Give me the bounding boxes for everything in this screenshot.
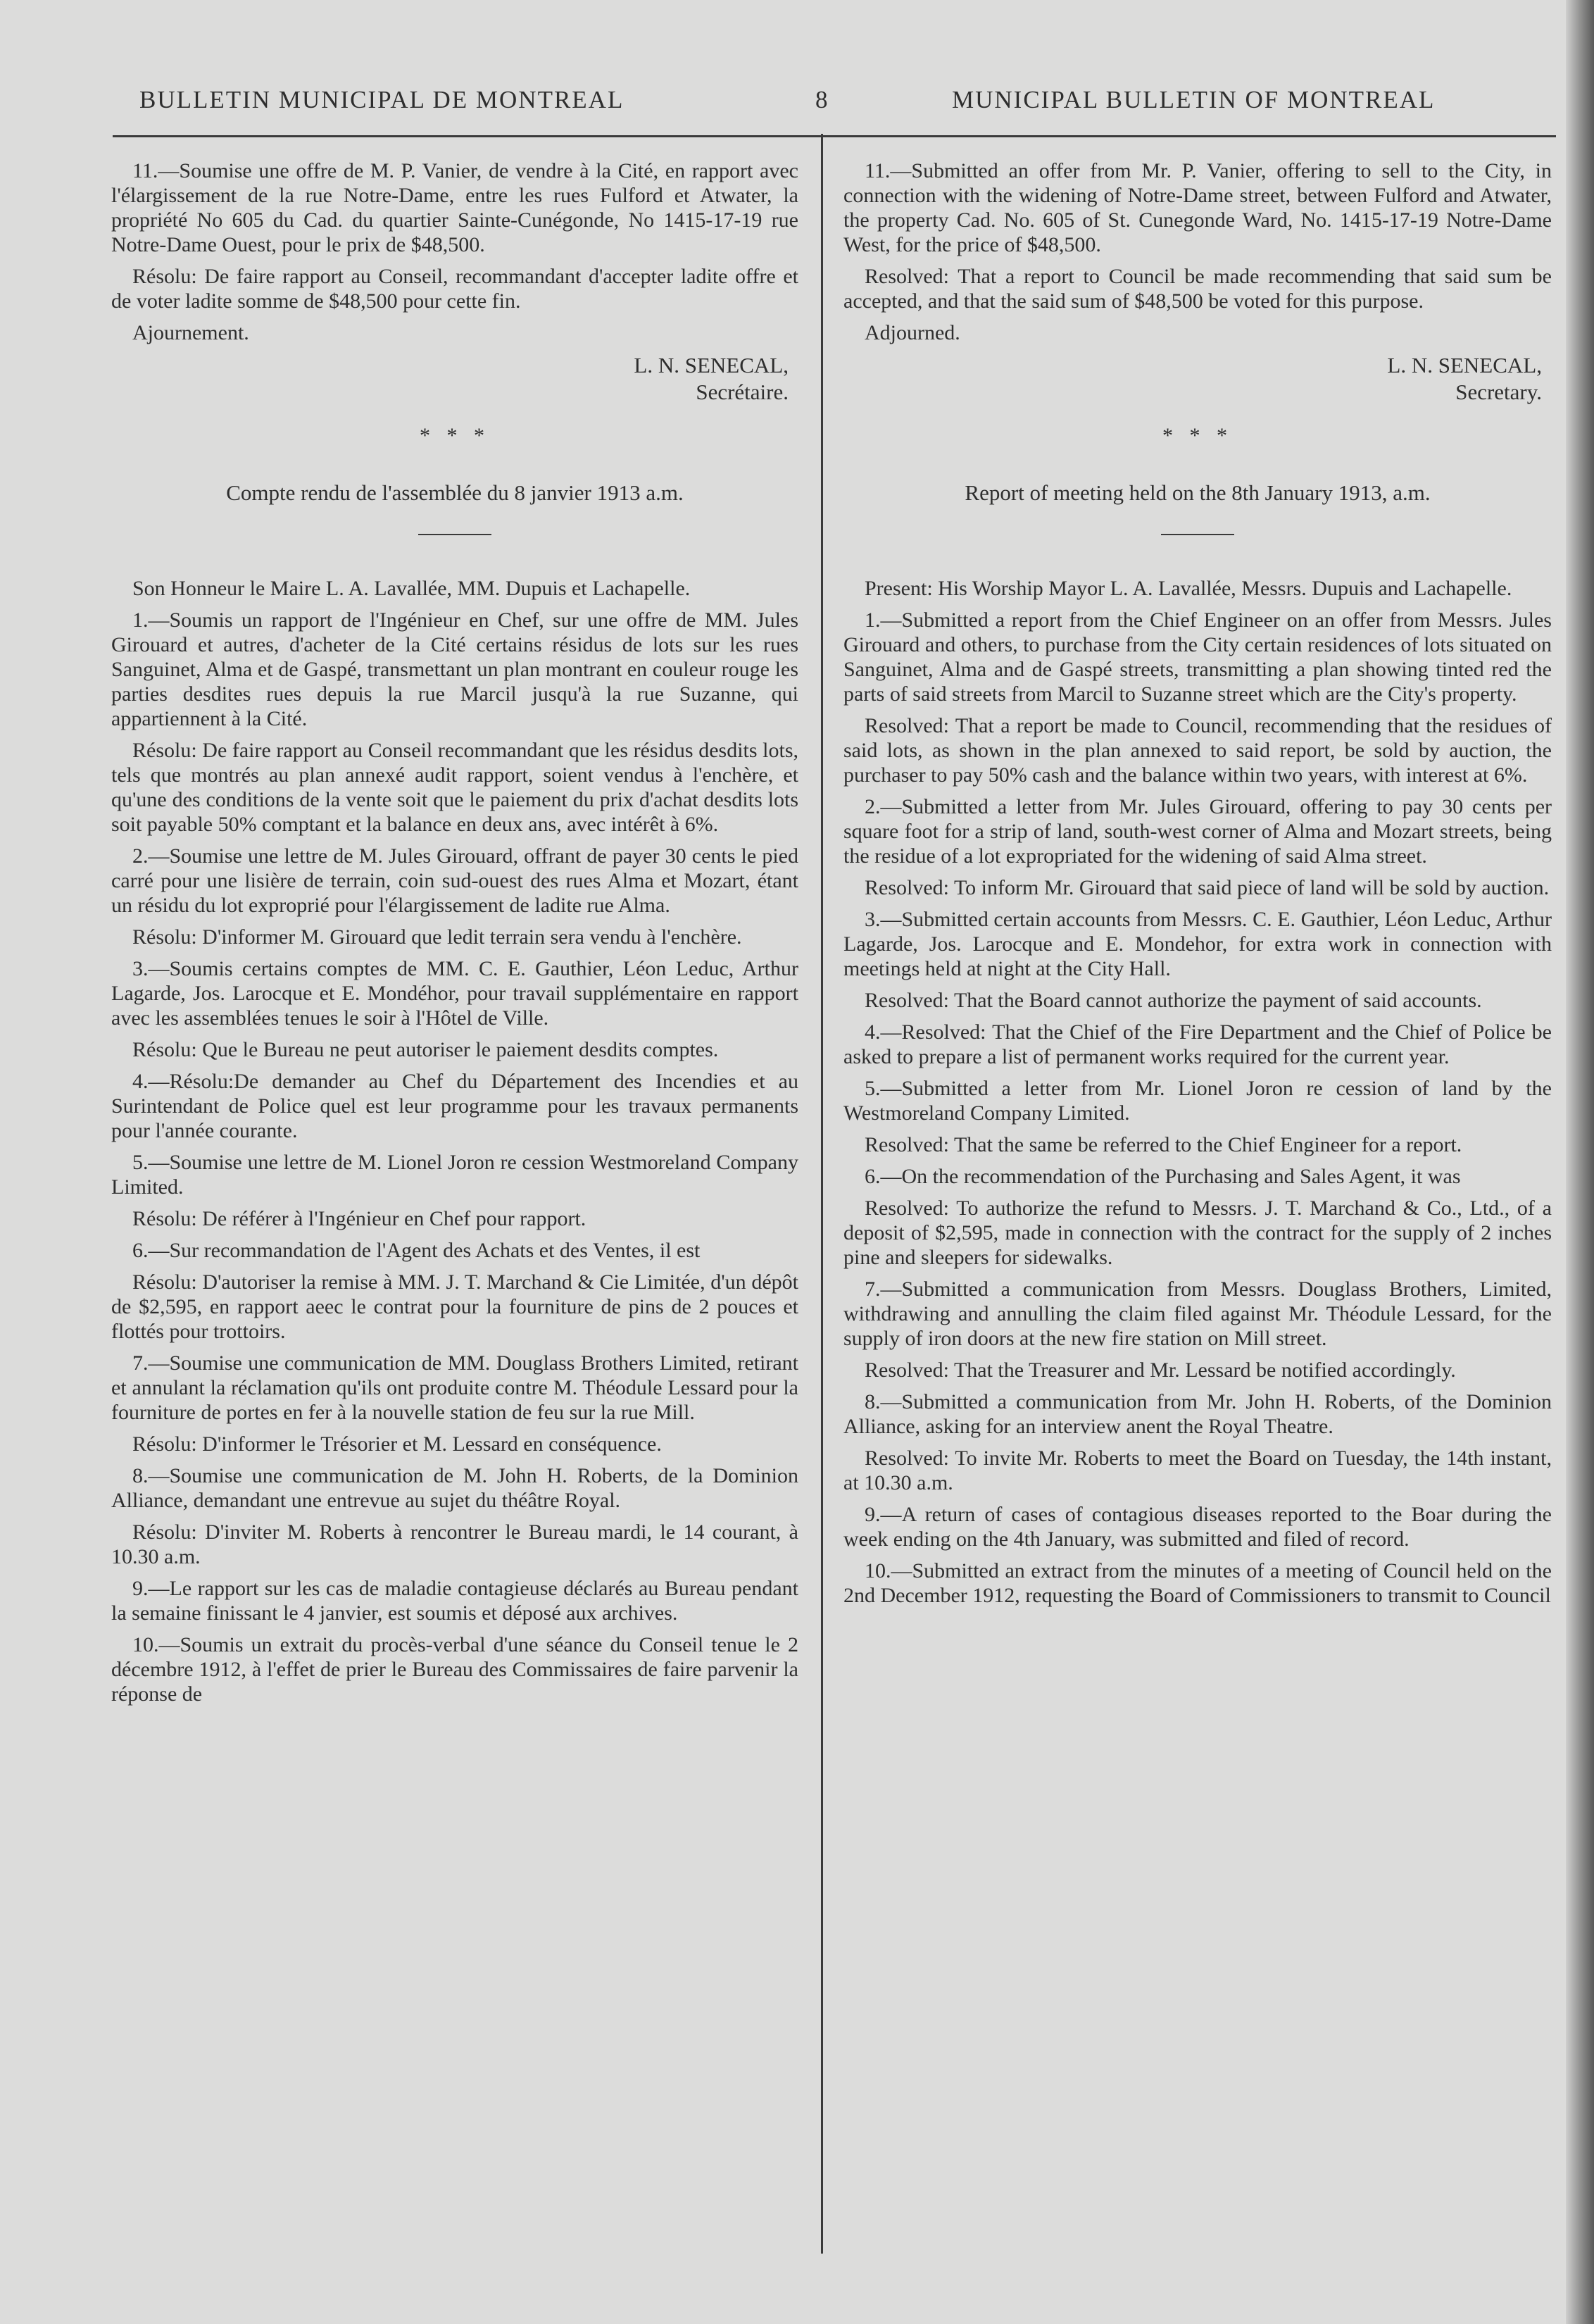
page-number: 8 <box>815 86 829 113</box>
en-item-5: 5.—Submitted a letter from Mr. Lionel Joron re cession of land by the Westmoreland Company Limited. <box>843 1077 1552 1125</box>
en-item-9: 9.—A return of cases of contagious diseases reported to the Boar during the week ending on the 4th January, was submitted and filed of record. <box>843 1503 1552 1551</box>
fr-item-6: 6.—Sur recommandation de l'Agent des Achats et des Ventes, il est <box>132 1239 701 1262</box>
fr-meeting-title: Compte rendu de l'assemblée du 8 janvier 1913 a.m. <box>226 480 684 505</box>
en-item-5-resolution: Resolved: That the same be referred to the Chief Engineer for a report. <box>865 1133 1462 1156</box>
en-item-6-resolution: Resolved: To authorize the refund to Messrs. J. T. Marchand & Co., Ltd., of a deposit of $2,595, made in connection with the contract for the supply of 2 inches pine and sleepers for sidewalks. <box>843 1197 1552 1269</box>
fr-item-5-resolution: Résolu: De référer à l'Ingénieur en Chef pour rapport. <box>132 1207 586 1230</box>
fr-item-9: 9.—Le rapport sur les cas de maladie contagieuse déclarés au Bureau pendant la semaine finissant le 4 janvier, est soumis et déposé aux archives. <box>111 1577 798 1625</box>
en-title-rule <box>1161 534 1234 535</box>
fr-item-2: 2.—Soumise une lettre de M. Jules Girouard, offrant de payer 30 cents le pied carré pour une lisière de terrain, coin sud-ouest des rues Alma et Mozart, étant un résidu du lot exproprié pour l'élargissement de ladite rue Alma. <box>111 844 798 917</box>
fr-item-3: 3.—Soumis certains comptes de MM. C. E. Gauthier, Léon Leduc, Arthur Lagarde, Jos. Larocque et E. Mondéhor, pour travail supplémentaire en rapport avec les assemblées tenues le soir à l'Hôtel de Ville. <box>111 957 798 1030</box>
header-english-title: MUNICIPAL BULLETIN OF MONTREAL <box>952 86 1436 113</box>
fr-item-4: 4.—Résolu:De demander au Chef du Département des Incendies et au Surintendant de Police quel est leur programme pour les travaux permanents pour l'année courante. <box>111 1070 798 1142</box>
en-item-3: 3.—Submitted certain accounts from Messrs. C. E. Gauthier, Léon Leduc, Arthur Lagarde, Jos. Larocque and E. Mondehor, for extra work in connection with meetings held at night at the City Hall. <box>843 908 1552 980</box>
en-item-8: 8.—Submitted a communication from Mr. John H. Roberts, of the Dominion Alliance, asking for an interview anent the Royal Theatre. <box>843 1390 1552 1438</box>
en-item-7-resolution: Resolved: That the Treasurer and Mr. Lessard be notified accordingly. <box>865 1358 1456 1382</box>
en-adjournment: Adjourned. <box>865 321 960 344</box>
fr-item-8: 8.—Soumise une communication de M. John H. Roberts, de la Dominion Alliance, demandant une entrevue au sujet du théâtre Royal. <box>111 1464 798 1512</box>
fr-section-separator: * * * <box>420 424 490 447</box>
en-item-6: 6.—On the recommendation of the Purchasing and Sales Agent, it was <box>865 1165 1461 1188</box>
en-item-10: 10.—Submitted an extract from the minutes of a meeting of Council held on the 2nd December 1912, requesting the Board of Commissioners to transmit to Council <box>843 1559 1552 1607</box>
fr-item-1-resolution: Résolu: De faire rapport au Conseil recommandant que les résidus desdits lots, tels que montrés au plan annexé audit rapport, soient vendus à l'enchère, et qu'une des conditions de la vente soit que le paiement du prix d'achat desdits lots soit payable 50% comptant et la balance en deux ans, avec intérêt à 6%. <box>111 739 798 836</box>
fr-title-rule <box>418 534 491 535</box>
fr-item-7: 7.—Soumise une communication de MM. Douglass Brothers Limited, retirant et annulant la réclamation qu'ils ont produite contre M. Théodule Lessard pour la fourniture de portes en fer à la nouvelle station de feu sur la rue Mill. <box>111 1351 798 1424</box>
french-column <box>111 158 798 1713</box>
fr-item-1: 1.—Soumis un rapport de l'Ingénieur en Chef, sur une offre de MM. Jules Girouard et autres, d'acheter de la Cité certains résidus de lots sur les rues Sanguinet, Alma et de Gaspé, transmettant un plan montrant en couleur rouge les parties desdites rues depuis la rue Marcil jusqu'à la rue Suzanne, qui appartiennent à la Cité. <box>111 608 798 730</box>
en-signature-name: L. N. SENECAL, <box>1387 353 1542 377</box>
english-column <box>843 158 1552 1615</box>
en-meeting-title: Report of meeting held on the 8th January 1913, a.m. <box>965 480 1431 505</box>
page-header <box>0 79 1566 121</box>
header-french-title: BULLETIN MUNICIPAL DE MONTREAL <box>139 86 625 113</box>
fr-present: Son Honneur le Maire L. A. Lavallée, MM. Dupuis et Lachapelle. <box>132 577 691 600</box>
en-present: Present: His Worship Mayor L. A. Lavallée, Messrs. Dupuis and Lachapelle. <box>865 577 1512 600</box>
fr-item-11: 11.—Soumise une offre de M. P. Vanier, de vendre à la Cité, en rapport avec l'élargissement de la rue Notre-Dame, entre les rues Fulford et Atwater, la propriété No 605 du Cad. du quartier Sainte-Cunégonde, No 1415-17-19 rue Notre-Dame Ouest, pour le prix de $48,500. <box>111 159 798 256</box>
fr-item-11-resolution: Résolu: De faire rapport au Conseil, recommandant d'accepter ladite offre et de voter ladite somme de $48,500 pour cette fin. <box>111 265 798 313</box>
fr-item-7-resolution: Résolu: D'informer le Trésorier et M. Lessard en conséquence. <box>132 1432 662 1456</box>
en-item-11: 11.—Submitted an offer from Mr. P. Vanier, offering to sell to the City, in connection with the widening of Notre-Dame street, between Fulford and Atwater, the property Cad. No. 605 of St. Cunegonde Ward, No. 1415-17-19 Notre-Dame West, for the price of $48,500. <box>843 159 1552 256</box>
fr-signature-title: Secrétaire. <box>696 380 789 404</box>
fr-signature-name: L. N. SENECAL, <box>634 353 789 377</box>
en-item-1: 1.—Submitted a report from the Chief Engineer on an offer from Messrs. Jules Girouard and others, to purchase from the City certain residences of lots situated on Sanguinet, Alma and de Gaspé streets, transmitting a plan showing tinted red the parts of said streets from Marcil to Suzanne street which are the City's property. <box>843 608 1552 706</box>
page-edge-shadow <box>1566 0 1594 2324</box>
fr-item-6-resolution: Résolu: D'autoriser la remise à MM. J. T. Marchand & Cie Limitée, d'un dépôt de $2,595, en rapport aeec le contrat pour la fourniture de pins de 2 pouces et flottés pour trottoirs. <box>111 1270 798 1343</box>
fr-item-10: 10.—Soumis un extrait du procès-verbal d'une séance du Conseil tenue le 2 décembre 1912, à l'effet de prier le Bureau des Commissaires de faire parvenir la réponse de <box>111 1633 798 1706</box>
fr-item-2-resolution: Résolu: D'informer M. Girouard que ledit terrain sera vendu à l'enchère. <box>132 925 742 949</box>
en-section-separator: * * * <box>1162 424 1233 447</box>
en-item-4: 4.—Resolved: That the Chief of the Fire Department and the Chief of Police be asked to prepare a list of permanent works required for the current year. <box>843 1020 1552 1068</box>
en-item-2: 2.—Submitted a letter from Mr. Jules Girouard, offering to pay 30 cents per square foot for a strip of land, south-west corner of Alma and Mozart streets, being the residue of a lot expropriated for the widening of said Alma street. <box>843 795 1552 868</box>
en-item-2-resolution: Resolved: To inform Mr. Girouard that said piece of land will be sold by auction. <box>865 876 1550 899</box>
en-item-1-resolution: Resolved: That a report be made to Council, recommending that the residues of said lots, as shown in the plan annexed to said report, be sold by auction, the purchaser to pay 50% cash and the balance within two years, with interest at 6%. <box>843 714 1552 787</box>
en-item-11-resolution: Resolved: That a report to Council be made recommending that said sum be accepted, and that the said sum of $48,500 be voted for this purpose. <box>843 265 1552 313</box>
column-divider <box>821 134 823 2254</box>
fr-item-5: 5.—Soumise une lettre de M. Lionel Joron re cession Westmoreland Company Limited. <box>111 1151 798 1199</box>
header-rule <box>113 135 1556 137</box>
fr-item-3-resolution: Résolu: Que le Bureau ne peut autoriser le paiement desdits comptes. <box>132 1038 719 1061</box>
en-signature-title: Secretary. <box>1455 380 1542 404</box>
en-item-3-resolution: Resolved: That the Board cannot authorize the payment of said accounts. <box>865 989 1482 1012</box>
fr-item-8-resolution: Résolu: D'inviter M. Roberts à rencontrer le Bureau mardi, le 14 courant, à 10.30 a.m. <box>111 1520 798 1568</box>
en-item-8-resolution: Resolved: To invite Mr. Roberts to meet the Board on Tuesday, the 14th instant, at 10.30 a.m. <box>843 1447 1552 1494</box>
en-item-7: 7.—Submitted a communication from Messrs. Douglass Brothers, Limited, withdrawing and annulling the claim filed against Mr. Théodule Lessard, for the supply of iron doors at the new fire station on Mill street. <box>843 1277 1552 1350</box>
fr-adjournment: Ajournement. <box>132 321 249 344</box>
